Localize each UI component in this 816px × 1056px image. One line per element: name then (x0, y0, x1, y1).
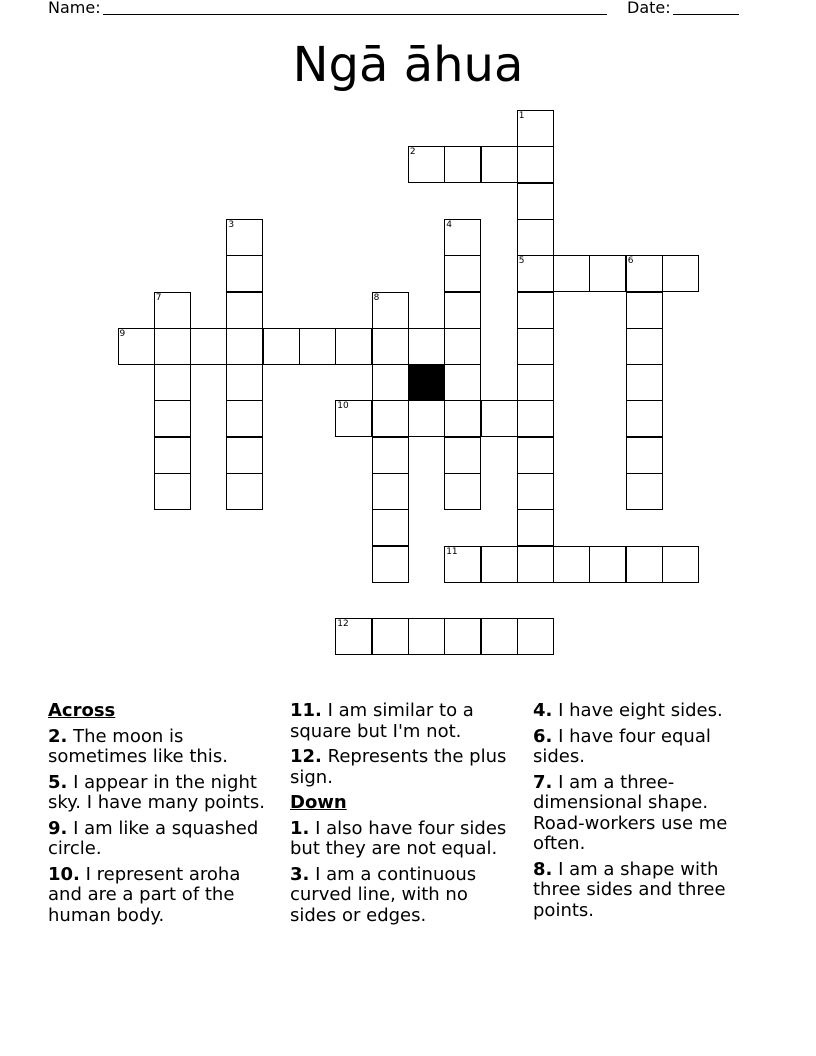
grid-cell[interactable] (481, 400, 518, 437)
clue-number-label: 8 (373, 292, 380, 303)
grid-cell[interactable] (626, 292, 663, 329)
grid-cell[interactable] (444, 328, 481, 365)
grid-cell[interactable] (226, 292, 263, 329)
clue-number: 2. (48, 725, 68, 747)
clue-number: 10. (48, 863, 80, 885)
grid-cell[interactable] (335, 618, 372, 655)
clue-number: 4. (533, 700, 553, 721)
clue-text: I appear in the night sky. I have many points. (48, 771, 265, 813)
clue-number-label: 2 (409, 147, 416, 158)
black-square (408, 364, 445, 401)
grid-cell[interactable] (517, 292, 554, 329)
down-clue-4 (533, 701, 765, 722)
clue-number-label: 11 (446, 546, 458, 557)
grid-cell[interactable] (517, 146, 554, 183)
grid-cell[interactable] (372, 292, 409, 329)
grid-cell[interactable] (517, 509, 554, 546)
grid-cell[interactable] (372, 437, 409, 474)
clue-number-label: 12 (337, 619, 349, 630)
clue-number: 12. (290, 746, 322, 767)
clue-number: 6. (533, 725, 553, 747)
grid-cell[interactable] (481, 618, 518, 655)
grid-cell[interactable] (226, 437, 263, 474)
grid-cell[interactable] (226, 219, 263, 256)
grid-cell[interactable] (444, 400, 481, 437)
grid-cell[interactable] (226, 400, 263, 437)
clue-text: I am like a squashed circle. (48, 817, 259, 859)
down-clue-6 (533, 727, 765, 768)
grid-cell[interactable] (553, 546, 590, 583)
clues-column-2 (290, 701, 518, 931)
grid-cell[interactable] (589, 255, 626, 292)
clue-number-label: 9 (119, 328, 126, 339)
grid-cell[interactable] (154, 473, 191, 510)
clues-column-3 (533, 701, 765, 926)
grid-cell[interactable] (299, 328, 336, 365)
grid-cell[interactable] (154, 437, 191, 474)
across-clue-12 (290, 747, 518, 788)
grid-cell[interactable] (118, 328, 155, 365)
grid-cell[interactable] (408, 328, 445, 365)
grid-cell[interactable] (517, 437, 554, 474)
grid-cell[interactable] (517, 255, 554, 292)
down-clue-7 (533, 773, 765, 855)
across-clue-9 (48, 819, 270, 860)
grid-cell[interactable] (553, 255, 590, 292)
grid-cell[interactable] (154, 400, 191, 437)
clue-text: I represent aroha and are a part of the human body. (48, 863, 241, 926)
clue-number: 9. (48, 817, 68, 839)
grid-cell[interactable] (372, 328, 409, 365)
clue-number-label: 6 (627, 256, 634, 267)
clue-number-label: 10 (337, 401, 349, 412)
grid-cell[interactable] (626, 437, 663, 474)
grid-cell[interactable] (626, 255, 663, 292)
grid-cell[interactable] (372, 364, 409, 401)
grid-cell[interactable] (226, 328, 263, 365)
grid-cell[interactable] (154, 328, 191, 365)
clue-number: 5. (48, 771, 68, 793)
clue-text: Represents the plus sign. (290, 746, 507, 788)
across-clue-5 (48, 773, 270, 814)
grid-cell[interactable] (626, 546, 663, 583)
grid-cell[interactable] (589, 546, 626, 583)
clue-number-label: 7 (155, 292, 162, 303)
clue-number-label: 5 (518, 256, 525, 267)
grid-cell[interactable] (517, 546, 554, 583)
clue-text: I am a continuous curved line, with no sides or edges. (290, 863, 477, 926)
clue-number: 11. (290, 700, 322, 721)
grid-cell[interactable] (335, 328, 372, 365)
clue-text: I am a three-dimensional shape. Road-workers use me often. (533, 771, 728, 854)
grid-cell[interactable] (444, 437, 481, 474)
page-title: Ngā āhua (292, 37, 524, 93)
grid-cell[interactable] (517, 328, 554, 365)
grid-cell[interactable] (626, 400, 663, 437)
clue-number: 1. (290, 817, 310, 839)
grid-cell[interactable] (444, 146, 481, 183)
grid-cell[interactable] (517, 400, 554, 437)
grid-cell[interactable] (444, 219, 481, 256)
clue-number-label: 4 (446, 219, 452, 230)
grid-cell[interactable] (408, 400, 445, 437)
grid-cell[interactable] (444, 546, 481, 583)
grid-cell[interactable] (408, 618, 445, 655)
grid-cell[interactable] (154, 292, 191, 329)
grid-cell[interactable] (517, 219, 554, 256)
grid-cell[interactable] (226, 255, 263, 292)
down-clue-1 (290, 819, 518, 860)
grid-cell[interactable] (372, 618, 409, 655)
clue-text: I also have four sides but they are not equal. (290, 817, 507, 859)
grid-cell[interactable] (444, 364, 481, 401)
clue-number: 3. (290, 863, 310, 885)
across-clue-10 (48, 865, 270, 927)
grid-cell[interactable] (372, 400, 409, 437)
date-label: Date: (627, 0, 671, 17)
grid-cell[interactable] (444, 255, 481, 292)
clue-number-label: 3 (228, 219, 235, 230)
grid-cell[interactable] (626, 364, 663, 401)
grid-cell[interactable] (444, 473, 481, 510)
grid-cell[interactable] (517, 364, 554, 401)
clue-text: I am a shape with three sides and three points. (533, 858, 726, 921)
across-clue-2 (48, 727, 270, 768)
grid-cell[interactable] (444, 618, 481, 655)
across-clue-11 (290, 701, 518, 742)
grid-cell[interactable] (517, 618, 554, 655)
grid-cell[interactable] (372, 546, 409, 583)
grid-cell[interactable] (662, 546, 699, 583)
clue-text: I have four equal sides. (533, 725, 711, 767)
grid-cell[interactable] (517, 110, 554, 147)
grid-cell[interactable] (626, 328, 663, 365)
clue-text: The moon is sometimes like this. (48, 725, 228, 767)
grid-cell[interactable] (190, 328, 227, 365)
grid-cell[interactable] (154, 364, 191, 401)
across-heading: Across (48, 700, 116, 721)
grid-cell[interactable] (408, 146, 445, 183)
down-clue-8 (533, 860, 765, 922)
clues-column-1 (48, 701, 270, 931)
grid-cell[interactable] (372, 473, 409, 510)
clue-text: I am similar to a square but I'm not. (290, 700, 474, 742)
grid-cell[interactable] (226, 364, 263, 401)
grid-cell[interactable] (372, 509, 409, 546)
grid-cell[interactable] (226, 473, 263, 510)
down-clue-3 (290, 865, 518, 927)
grid-cell[interactable] (335, 400, 372, 437)
down-heading: Down (290, 792, 347, 813)
grid-cell[interactable] (517, 473, 554, 510)
grid-cell[interactable] (626, 473, 663, 510)
grid-cell[interactable] (481, 146, 518, 183)
grid-cell[interactable] (517, 183, 554, 220)
clue-number-label: 1 (518, 111, 525, 121)
grid-cell[interactable] (444, 292, 481, 329)
clue-number: 8. (533, 858, 553, 880)
grid-cell[interactable] (263, 328, 300, 365)
clue-number: 7. (533, 771, 553, 793)
grid-cell[interactable] (662, 255, 699, 292)
name-label: Name: (48, 0, 101, 17)
clue-text: I have eight sides. (558, 700, 723, 721)
grid-cell[interactable] (481, 546, 518, 583)
